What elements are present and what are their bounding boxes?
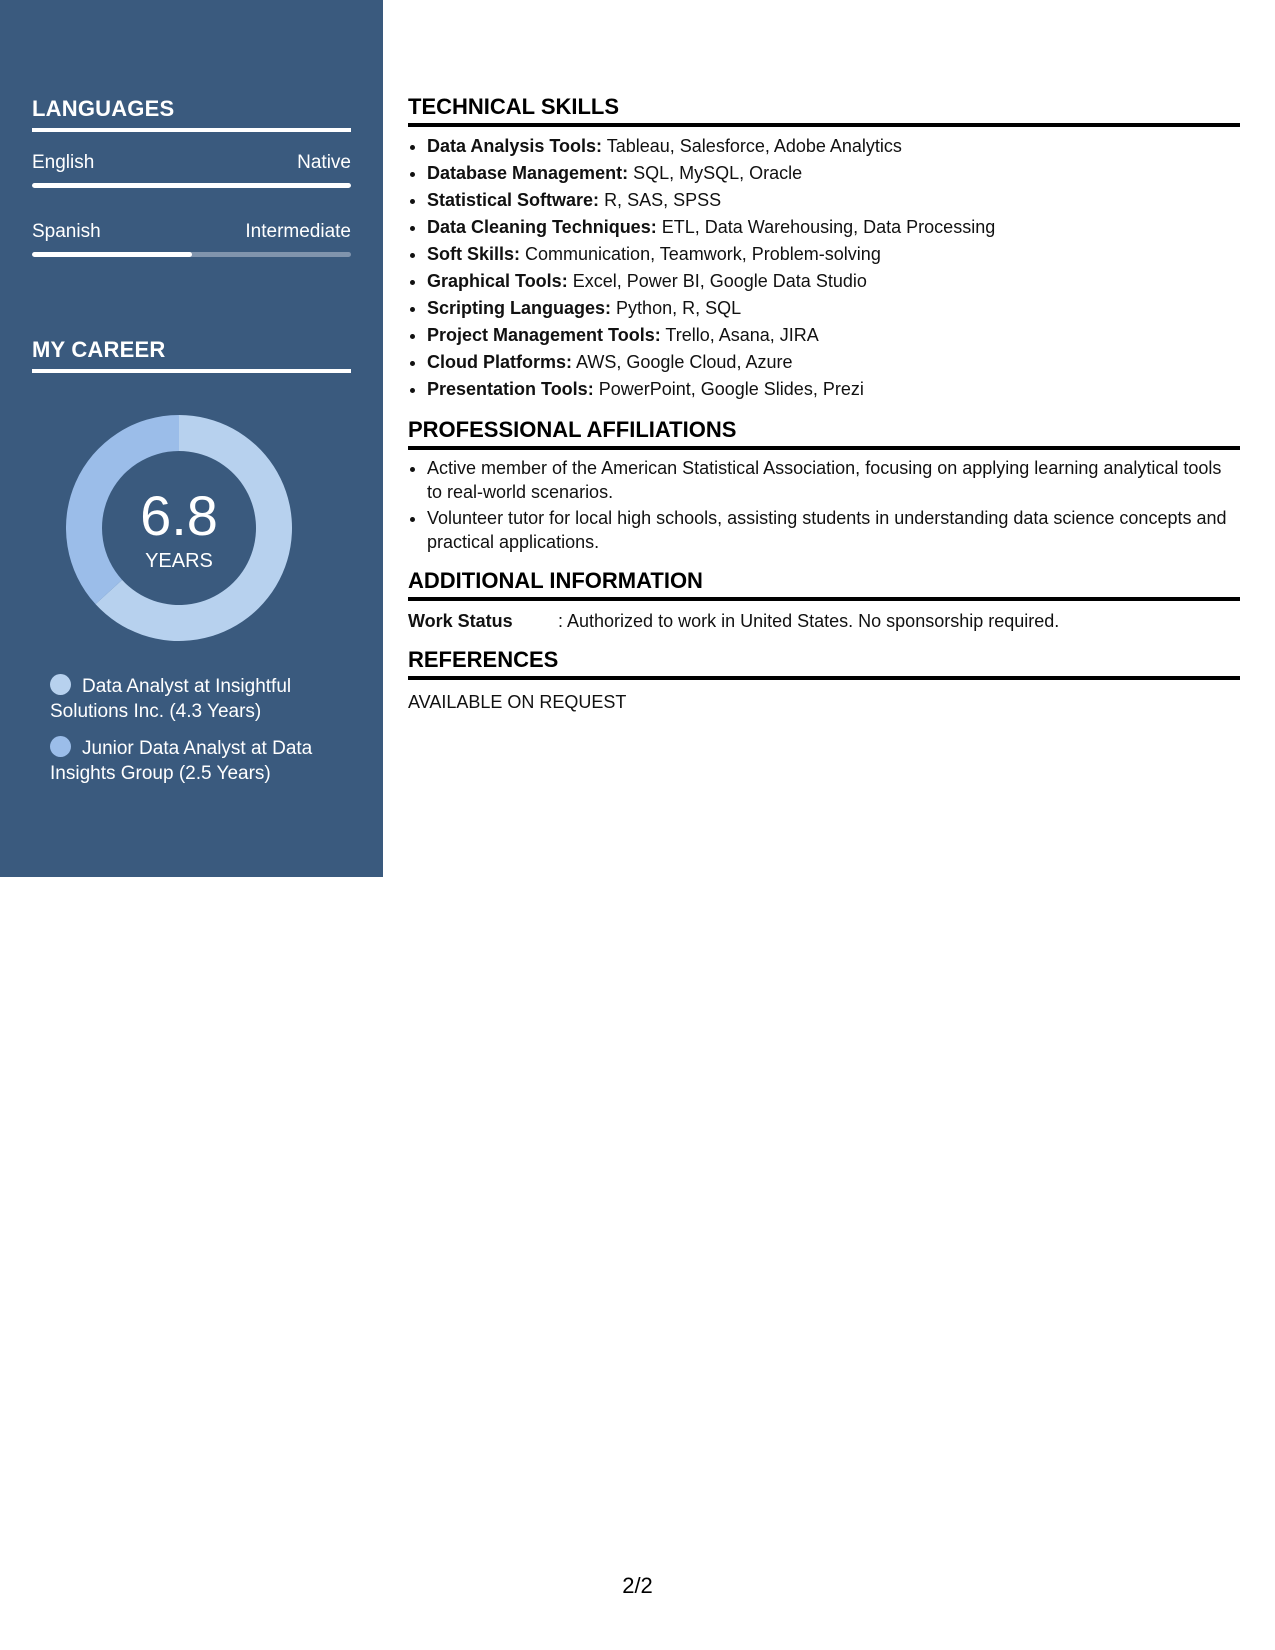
work-status-row (408, 609, 1240, 633)
language-name: English (32, 152, 95, 173)
additional-info-heading: ADDITIONAL INFORMATION (408, 568, 1240, 601)
affiliations-heading: PROFESSIONAL AFFILIATIONS (408, 417, 1240, 450)
affiliations-list (408, 456, 1240, 554)
work-status-label: Work Status (408, 611, 513, 631)
skill-value: Python, R, SQL (616, 298, 742, 318)
career-total-unit: YEARS (145, 550, 213, 572)
career-total-value: 6.8 (140, 484, 218, 547)
skill-item (427, 349, 1240, 376)
skill-item (427, 214, 1240, 241)
skill-item (427, 241, 1240, 268)
skill-item (427, 187, 1240, 214)
skill-label: Statistical Software: (427, 190, 600, 210)
work-status-value: : Authorized to work in United States. No sponsorship required. (558, 611, 1060, 631)
skill-value: PowerPoint, Google Slides, Prezi (598, 379, 864, 399)
affiliation-item: • Volunteer tutor for local high schools, assisting students in understanding data science concepts and practical applications. (427, 506, 1240, 554)
career-list (50, 674, 340, 798)
language-row-spanish (32, 221, 351, 243)
skill-item (427, 133, 1240, 160)
skill-label: Data Analysis Tools: (427, 136, 603, 156)
career-heading: MY CAREER (32, 337, 351, 373)
career-dot-icon (50, 736, 71, 757)
language-level: Native (297, 152, 351, 173)
skill-label: Presentation Tools: (427, 379, 594, 399)
skill-value: SQL, MySQL, Oracle (633, 163, 803, 183)
career-donut-chart (66, 415, 292, 641)
skill-label: Soft Skills: (427, 244, 521, 264)
career-item-label: Junior Data Analyst at Data Insights Group (2.5 Years) (50, 738, 313, 784)
skill-item (427, 160, 1240, 187)
language-bar-fill (32, 252, 192, 257)
skill-value: AWS, Google Cloud, Azure (576, 352, 793, 372)
skill-value: ETL, Data Warehousing, Data Processing (661, 217, 996, 237)
language-level: Intermediate (245, 221, 351, 242)
skill-item (427, 376, 1240, 403)
career-item (50, 736, 340, 786)
skill-value: Communication, Teamwork, Problem-solving (525, 244, 881, 264)
skill-item (427, 295, 1240, 322)
skill-item (427, 322, 1240, 349)
languages-heading: LANGUAGES (32, 96, 351, 132)
skill-value: Trello, Asana, JIRA (665, 325, 819, 345)
affiliation-item: • Active member of the American Statistical Association, focusing on applying learning analytical tools to real-world scenarios. (427, 456, 1240, 504)
language-name: Spanish (32, 221, 101, 242)
main-content (408, 94, 1240, 714)
sidebar (0, 0, 383, 877)
skill-label: Cloud Platforms: (427, 352, 573, 372)
skill-value: Excel, Power BI, Google Data Studio (572, 271, 867, 291)
skill-value: R, SAS, SPSS (604, 190, 722, 210)
career-item-label: Data Analyst at Insightful Solutions Inc. (4.3 Years) (50, 676, 292, 722)
language-row-english (32, 152, 351, 174)
technical-skills-list (408, 133, 1240, 403)
language-bar-spanish (32, 252, 351, 257)
language-bar-english (32, 183, 351, 188)
career-dot-icon (50, 674, 71, 695)
technical-skills-heading: TECHNICAL SKILLS (408, 94, 1240, 127)
career-item (50, 674, 340, 724)
skill-label: Graphical Tools: (427, 271, 568, 291)
language-bar-fill (32, 183, 351, 188)
page-number: 2/2 (622, 1573, 653, 1598)
skill-item (427, 268, 1240, 295)
skill-label: Database Management: (427, 163, 629, 183)
skill-label: Project Management Tools: (427, 325, 661, 345)
skill-value: Tableau, Salesforce, Adobe Analytics (606, 136, 902, 156)
skill-label: Data Cleaning Techniques: (427, 217, 657, 237)
references-heading: REFERENCES (408, 647, 1240, 680)
references-text: AVAILABLE ON REQUEST (408, 692, 627, 712)
skill-label: Scripting Languages: (427, 298, 612, 318)
